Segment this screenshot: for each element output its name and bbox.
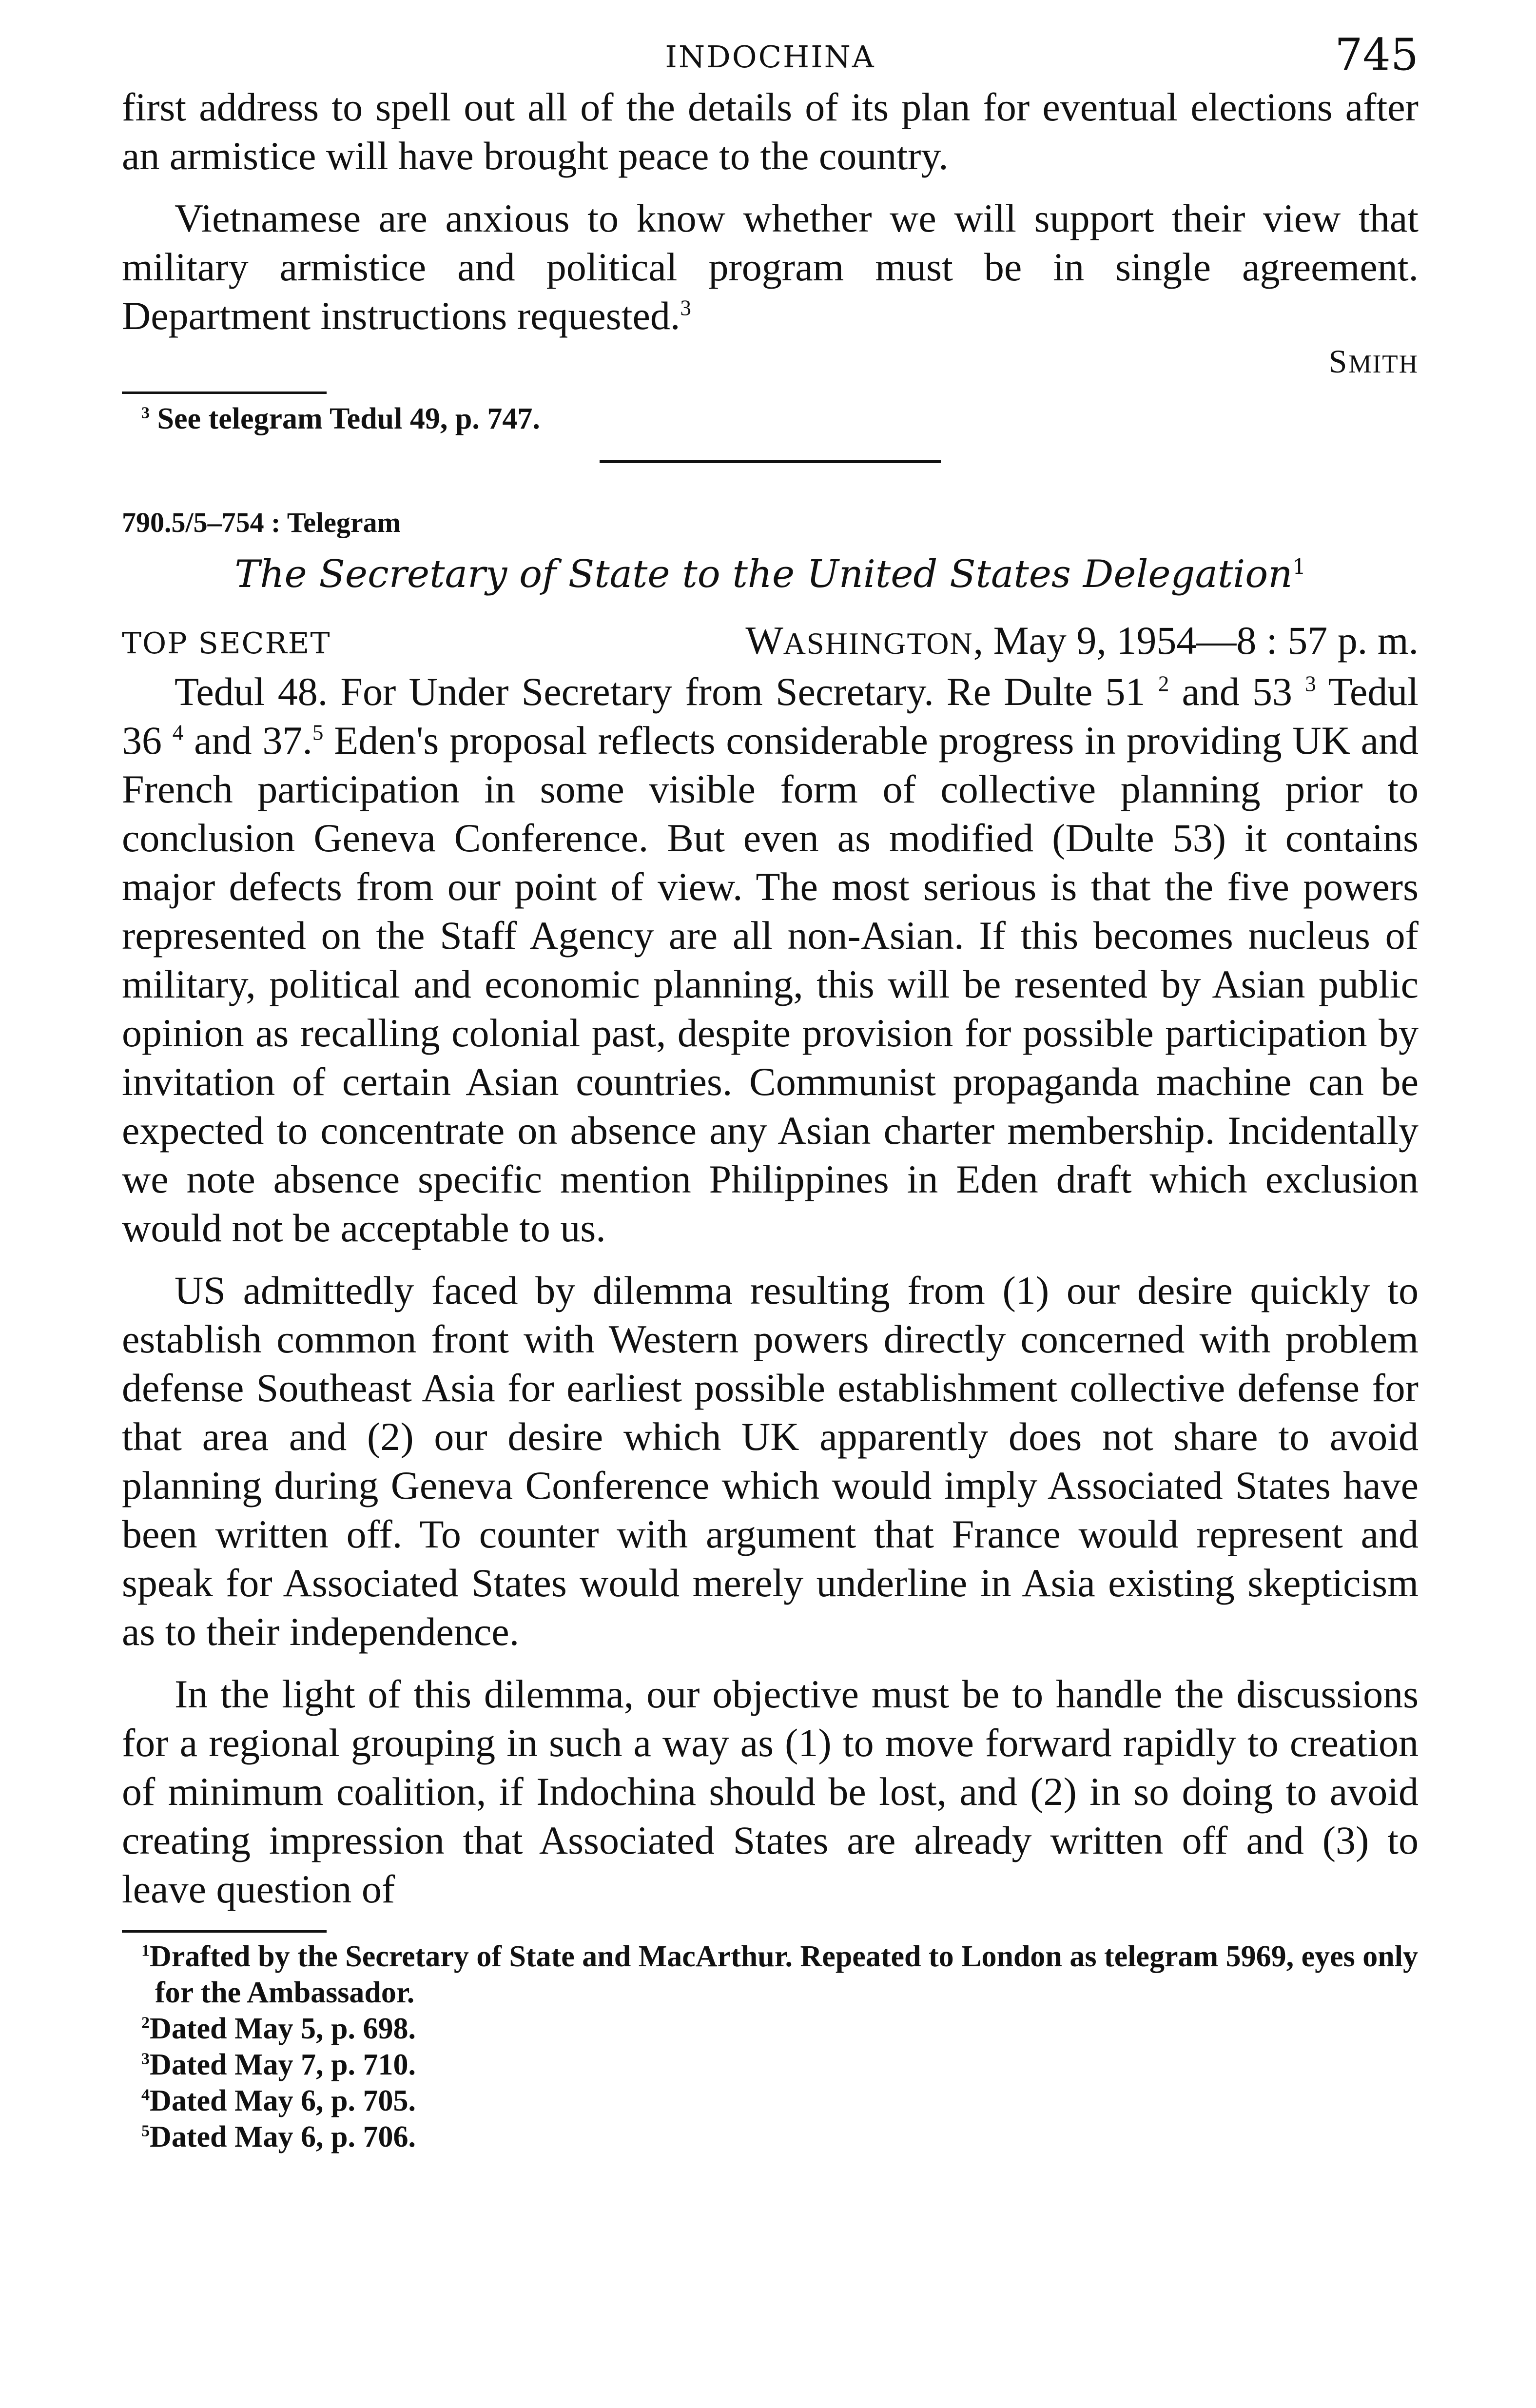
prev-paragraph-1: first address to spell out all of the details of its plan for eventual elections after an armistice will have brought peace to the country. bbox=[122, 85, 1419, 178]
section-separator bbox=[600, 460, 941, 463]
prev-paragraph-2-text: Vietnamese are anxious to know whether we will support their view that military armistice and political program must be in single agreement. Department instructions requested. bbox=[122, 196, 1419, 338]
page-number: 745 bbox=[1335, 29, 1419, 80]
signature-initial: S bbox=[1328, 343, 1349, 380]
footnote-3-marker: 3 bbox=[141, 2050, 150, 2068]
footnote-1-marker: 1 bbox=[141, 1941, 150, 1960]
telegram-paragraph-1 bbox=[122, 667, 1419, 1253]
classification-label: TOP SECRET bbox=[122, 626, 331, 661]
footnote-2-marker: 2 bbox=[141, 2014, 150, 2032]
footnote-ref-3b: 3 bbox=[1305, 671, 1316, 696]
running-header bbox=[122, 29, 1419, 83]
footnote-ref-3: 3 bbox=[680, 295, 691, 320]
title-footnote-ref: 1 bbox=[1292, 555, 1306, 579]
p1-mid2: Tedul 36 bbox=[122, 669, 1419, 763]
footnote-1 bbox=[122, 1938, 1419, 2011]
signature-rest: MITH bbox=[1348, 350, 1419, 378]
prev-footnote bbox=[122, 401, 1419, 437]
footnote-4-text: Dated May 6, p. 705. bbox=[150, 2084, 416, 2117]
prev-footnote-text: See telegram Tedul 49, p. 747. bbox=[157, 402, 540, 435]
footnote-1-text: Drafted by the Secretary of State and MacArthur. Repeated to London as telegram 5969, eyes only for the Ambassador. bbox=[150, 1940, 1418, 2009]
file-reference: 790.5/5–754 : Telegram bbox=[122, 507, 401, 538]
telegram-paragraph-2: US admittedly faced by dilemma resulting from (1) our desire quickly to establish common front with Western powers directly concerned with problem defense Southeast Asia for earliest possible establishment collective defense for that area and (2) our desire which UK apparently does not share to avoid planning during Geneva Conference which would imply Associated States have been written off. To counter with argument that France would represent and speak for Associated States would merely underline in Asia existing skepticism as to their independence. bbox=[122, 1268, 1419, 1654]
document-title-text: The Secretary of State to the United States Delegation bbox=[234, 552, 1293, 596]
bottom-footnote-rule bbox=[122, 1930, 327, 1933]
footnote-2 bbox=[122, 2011, 1419, 2047]
p1-mid1: and 53 bbox=[1182, 669, 1293, 714]
prev-paragraph-2 bbox=[122, 194, 1419, 340]
classification-line bbox=[122, 613, 1419, 664]
footnote-5 bbox=[122, 2119, 1419, 2155]
dateline-initial: W bbox=[745, 618, 783, 663]
dateline-place: ASHINGTON bbox=[783, 626, 973, 661]
p1-start: Tedul 48. For Under Secretary from Secretary. Re Dulte 51 bbox=[175, 669, 1146, 714]
footnote-4 bbox=[122, 2083, 1419, 2119]
p1-rest: Eden's proposal reflects considerable progress in providing UK and French participation in some visible form of collective planning prior to conclusion Geneva Conference. But even as modified (Dulte 53) it contains major defects from our point of view. The most serious is that the five powers represented on the Staff Agency are all non-Asian. If this becomes nucleus of military, political and economic planning, this will be resented by Asian public opinion as recalling colonial past, despite provision for possible participation by invitation of certain Asian countries. Communist propaganda machine can be expected to concentrate on absence any Asian charter membership. Incidentally we note absence specific mention Philippines in Eden draft which exclusion would not be acceptable to us. bbox=[122, 718, 1419, 1250]
prev-footnote-marker: 3 bbox=[141, 404, 150, 422]
document-title bbox=[122, 552, 1419, 596]
telegram-paragraph-3: In the light of this dilemma, our objective must be to handle the discussions for a regional grouping in such a way as (1) to move forward rapidly to creation of minimum coalition, if Indochina should be lost, and (2) in so doing to avoid creating impression that Associated States are already written off and (3) to leave question of bbox=[122, 1672, 1419, 1911]
footnote-ref-4: 4 bbox=[172, 720, 184, 745]
footnote-ref-5: 5 bbox=[312, 720, 324, 745]
running-title: INDOCHINA bbox=[665, 39, 875, 75]
bottom-footnotes bbox=[122, 1938, 1419, 2155]
footnote-ref-2: 2 bbox=[1158, 671, 1169, 696]
footnote-rule bbox=[122, 392, 327, 394]
p1-mid3: and 37. bbox=[194, 718, 312, 763]
dateline-date: , May 9, 1954—8 : 57 p. m. bbox=[973, 618, 1419, 663]
footnote-5-marker: 5 bbox=[141, 2122, 150, 2140]
footnote-3 bbox=[122, 2047, 1419, 2083]
footnote-5-text: Dated May 6, p. 706. bbox=[150, 2120, 416, 2153]
signature bbox=[122, 342, 1419, 381]
footnote-4-marker: 4 bbox=[141, 2086, 150, 2104]
document-page bbox=[122, 29, 1419, 2155]
footnote-3-text: Dated May 7, p. 710. bbox=[150, 2048, 416, 2081]
footnote-2-text: Dated May 5, p. 698. bbox=[150, 2012, 416, 2045]
dateline bbox=[745, 618, 1419, 664]
